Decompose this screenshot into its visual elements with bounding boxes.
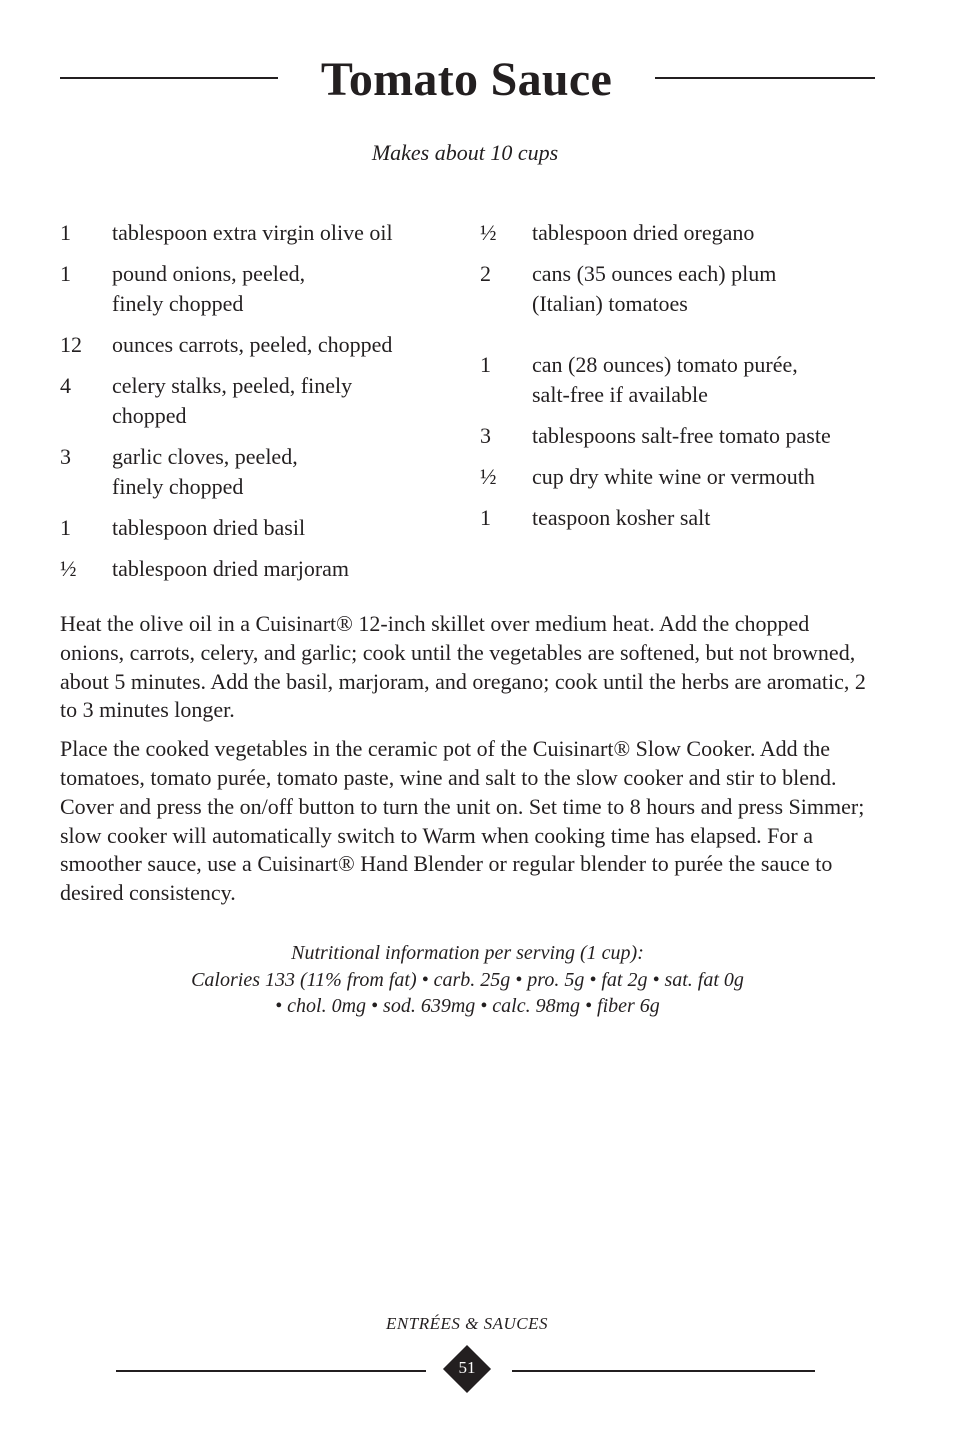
ingredient-item [60,442,460,502]
ingredients-left-column [60,218,460,595]
ingredient-text: tablespoon dried basil [112,515,306,540]
ingredient-quantity: 3 [480,423,491,448]
ingredients-right-column [480,218,880,544]
section-label: ENTRÉES & SAUCES [386,1314,548,1333]
ingredient-item [60,513,460,543]
ingredient-item [60,218,460,248]
ingredient-text: celery stalks, peeled, finely chopped [112,373,353,428]
ingredient-quantity: 1 [60,261,71,286]
ingredient-text: pound onions, peeled, finely chopped [112,261,306,316]
title-rule-right [655,77,875,79]
ingredient-quantity: 1 [60,515,71,540]
footer-rule-right [512,1370,815,1372]
ingredient-text: can (28 ounces) tomato purée, salt-free if available [532,352,798,407]
ingredient-quantity: 4 [60,373,71,398]
instructions [60,610,875,918]
ingredient-quantity: 12 [60,332,82,357]
instruction-paragraph: Place the cooked vegetables in the ceramic pot of the Cuisinart® Slow Cooker. Add the tomatoes, tomato purée, tomato paste, wine and salt to the slow cooker and stir to blend. Cover and press the on/off button to turn the unit on. Set time to 8 hours and press Simmer; slow cooker will automatically switch to Warm when cooking time has elapsed. For a smoother sauce, use a Cuisinart® Hand Blender or regular blender to purée the sauce to desired consistency. [60,736,865,906]
ingredient-item [480,350,880,410]
ingredient-quantity: 3 [60,444,71,469]
ingredient-text: teaspoon kosher salt [532,505,711,530]
ingredient-quantity: 1 [60,220,71,245]
ingredient-text: tablespoon extra virgin olive oil [112,220,393,245]
ingredient-item [60,330,460,360]
nutrition-info [60,940,875,1020]
ingredient-item [480,218,880,248]
instruction-paragraph: Heat the olive oil in a Cuisinart® 12-inch skillet over medium heat. Add the chopped onions, carrots, celery, and garlic; cook until the vegetables are softened, but not browned, about 5 minutes. Add the basil, marjoram, and oregano; cook until the herbs are aromatic, 2 to 3 minutes longer. [60,611,866,723]
ingredient-item [60,554,460,584]
ingredient-item [480,259,880,319]
ingredient-quantity: ½ [480,464,497,489]
ingredient-text: cans (35 ounces each) plum (Italian) tomatoes [532,261,777,316]
ingredient-quantity: 2 [480,261,491,286]
footer-rule-left [116,1370,426,1372]
nutrition-line: Calories 133 (11% from fat) • carb. 25g • pro. 5g • fat 2g • sat. fat 0g [191,968,744,991]
page-number: 51 [458,1358,476,1377]
nutrition-line: • chol. 0mg • sod. 639mg • calc. 98mg • fiber 6g [275,995,660,1017]
nutrition-heading: Nutritional information per serving (1 cup): [291,942,644,964]
ingredient-item [480,462,880,492]
page-title: Tomato Sauce [320,53,613,106]
ingredient-text: ounces carrots, peeled, chopped [112,332,393,357]
ingredient-text: tablespoon dried oregano [532,220,755,245]
ingredient-item [60,259,460,319]
ingredient-item [480,421,880,451]
ingredient-quantity: 1 [480,352,491,377]
page-number-badge [443,1345,491,1393]
title-row [60,52,875,108]
ingredient-text: tablespoons salt-free tomato paste [532,423,831,448]
ingredient-quantity: ½ [60,556,77,581]
ingredient-item [60,371,460,431]
ingredient-quantity: 1 [480,505,491,530]
recipe-yield: Makes about 10 cups [371,140,559,165]
ingredient-text: cup dry white wine or vermouth [532,464,815,489]
title-rule-left [60,77,278,79]
ingredient-text: tablespoon dried marjoram [112,556,350,581]
ingredient-text: garlic cloves, peeled, finely chopped [112,444,298,499]
ingredient-item [480,503,880,533]
ingredient-quantity: ½ [480,220,497,245]
